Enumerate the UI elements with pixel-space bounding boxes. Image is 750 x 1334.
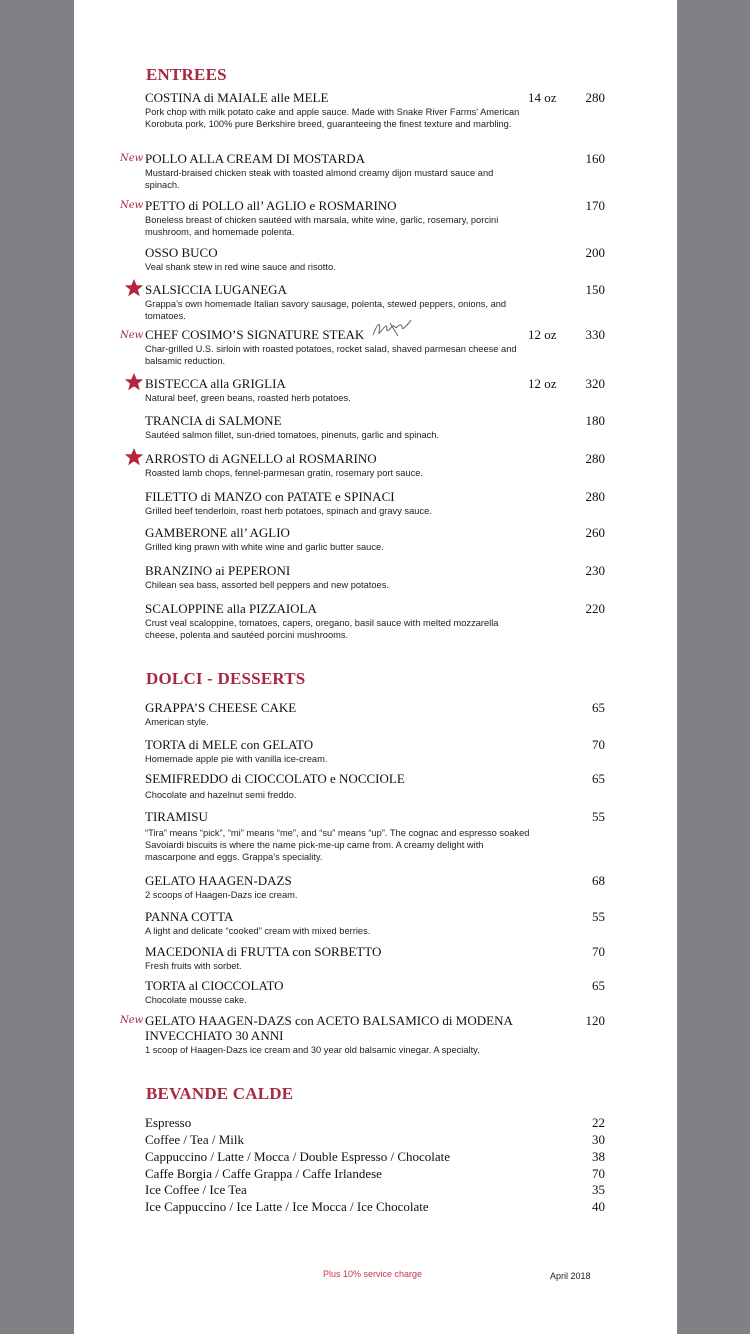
section-title-entrees: ENTREES <box>146 65 227 84</box>
item-description: Chocolate mousse cake. <box>145 995 247 1005</box>
menu-item <box>145 873 605 901</box>
item-name: OSSO BUCO <box>145 245 218 260</box>
menu-item <box>145 771 605 801</box>
drink-name: Espresso <box>145 1115 192 1130</box>
item-price: 330 <box>585 327 605 342</box>
menu-item <box>145 489 605 517</box>
drink-price: 40 <box>592 1199 605 1214</box>
drink-name: Caffe Borgia / Caffe Grappa / Caffe Irlandese <box>145 1166 382 1181</box>
item-price: 230 <box>585 563 605 578</box>
item-name: CHEF COSIMO’S SIGNATURE STEAK <box>145 327 365 342</box>
menu-item <box>145 909 605 937</box>
item-price: 120 <box>585 1013 605 1028</box>
menu-item <box>145 737 605 765</box>
item-name: PANNA COTTA <box>145 909 234 924</box>
item-description: Chilean sea bass, assorted bell peppers and new potatoes. <box>145 580 389 590</box>
menu-item <box>145 944 605 972</box>
drink-name: Ice Cappuccino / Ice Latte / Ice Mocca / Ice Chocolate <box>145 1199 429 1214</box>
item-price: 220 <box>585 601 605 616</box>
item-price: 55 <box>592 809 605 824</box>
item-name: BRANZINO ai PEPERONI <box>145 563 291 578</box>
new-badge: New <box>120 1015 144 1026</box>
item-description: Pork chop with milk potato cake and apple sauce. Made with Snake River Farms' American Korobuta pork, 100% pure Berkshire breed, guaranteeing the finest texture and marbling. <box>145 107 520 129</box>
item-price: 65 <box>592 978 605 993</box>
menu-item <box>145 1013 605 1056</box>
menu-item <box>145 413 605 441</box>
item-name: FILETTO di MANZO con PATATE e SPINACI <box>145 489 395 504</box>
item-price: 150 <box>585 282 605 297</box>
menu-page <box>74 0 677 1334</box>
item-name: SEMIFREDDO di CIOCCOLATO e NOCCIOLE <box>145 771 405 786</box>
item-price: 280 <box>585 451 605 466</box>
item-price: 55 <box>592 909 605 924</box>
drink-name: Ice Coffee / Ice Tea <box>145 1182 247 1197</box>
item-price: 280 <box>585 489 605 504</box>
section-title-hot-drinks: BEVANDE CALDE <box>146 1084 294 1103</box>
item-name: BISTECCA alla GRIGLIA <box>145 376 286 391</box>
item-description: Grappa’s own homemade Italian savory sausage, polenta, stewed peppers, onions, and tomatoes. <box>145 299 507 321</box>
star-icon <box>124 372 144 392</box>
item-description: Sautéed salmon fillet, sun-dried tomatoes, pinenuts, garlic and spinach. <box>145 430 440 440</box>
item-price: 200 <box>585 245 605 260</box>
item-description: 1 scoop of Haagen-Dazs ice cream and 30 year old balsamic vinegar. A specialty. <box>145 1045 480 1055</box>
item-name: PETTO di POLLO all’ AGLIO e ROSMARINO <box>145 198 397 213</box>
item-name: TORTA al CIOCCOLATO <box>145 978 284 993</box>
menu-item <box>145 563 605 591</box>
new-badge: New <box>120 330 144 341</box>
menu-date: April 2018 <box>550 1271 591 1281</box>
item-description: A light and delicate “cooked” cream with mixed berries. <box>145 926 371 936</box>
new-badge: New <box>120 153 144 164</box>
item-price: 70 <box>592 737 605 752</box>
item-name: GRAPPA’S CHEESE CAKE <box>145 700 297 715</box>
item-name: GELATO HAAGEN-DAZS <box>145 873 292 888</box>
star-icon <box>124 278 144 298</box>
menu-item <box>145 700 605 728</box>
menu-item <box>145 245 605 273</box>
menu-item <box>145 978 605 1006</box>
item-description: Boneless breast of chicken sautéed with marsala, white wine, garlic, rosemary, porcini mushroom, and homemade polenta. <box>145 215 499 237</box>
item-name: GAMBERONE all’ AGLIO <box>145 525 290 540</box>
item-name: POLLO ALLA CREAM DI MOSTARDA <box>145 151 365 166</box>
drink-name: Coffee / Tea / Milk <box>145 1132 244 1147</box>
item-description: Char-grilled U.S. sirloin with roasted potatoes, rocket salad, shaved parmesan cheese and balsamic reduction. <box>145 344 517 366</box>
item-name: TRANCIA di SALMONE <box>145 413 282 428</box>
item-description: 2 scoops of Haagen-Dazs ice cream. <box>145 890 298 900</box>
menu-item <box>145 525 605 553</box>
item-size: 12 oz <box>528 327 557 342</box>
item-name: TIRAMISU <box>145 809 208 824</box>
item-name: SCALOPPINE alla PIZZAIOLA <box>145 601 317 616</box>
service-charge-note: Plus 10% service charge <box>323 1269 423 1279</box>
item-name: SALSICCIA LUGANEGA <box>145 282 287 297</box>
item-name: TORTA di MELE con GELATO <box>145 737 314 752</box>
item-price: 160 <box>585 151 605 166</box>
item-price: 180 <box>585 413 605 428</box>
item-description: Mustard-braised chicken steak with toasted almond creamy dijon mustard sauce and spinach. <box>145 168 494 190</box>
item-description: Veal shank stew in red wine sauce and risotto. <box>145 262 336 272</box>
drink-price: 22 <box>592 1115 605 1130</box>
drink-name: Cappuccino / Latte / Mocca / Double Espresso / Chocolate <box>145 1149 451 1164</box>
item-price: 260 <box>585 525 605 540</box>
item-description: “Tira” means “pick”, “mi” means “me”, and “su” means “up”. The cognac and espresso soaked Savoiardi biscuits is where the name pick-me-up came from. A creamy delight with mascarpone and eggs. Grappa’s speciality. <box>145 828 530 862</box>
signature-icon <box>370 318 414 340</box>
menu-item <box>145 809 605 863</box>
item-name: GELATO HAAGEN-DAZS con ACETO BALSAMICO di MODENA INVECCHIATO 30 ANNI <box>145 1013 513 1043</box>
item-price: 65 <box>592 700 605 715</box>
item-description: Homemade apple pie with vanilla ice-cream. <box>145 754 328 764</box>
item-size: 12 oz <box>528 376 557 391</box>
drink-price: 35 <box>592 1182 605 1197</box>
item-name: MACEDONIA di FRUTTA con SORBETTO <box>145 944 382 959</box>
item-description: Chocolate and hazelnut semi freddo. <box>145 790 297 800</box>
item-name: ARROSTO di AGNELLO al ROSMARINO <box>145 451 377 466</box>
item-size: 14 oz <box>528 90 557 105</box>
item-description: Natural beef, green beans, roasted herb potatoes. <box>145 393 351 403</box>
item-description: Roasted lamb chops, fennel-parmesan gratin, rosemary port sauce. <box>145 468 424 478</box>
drink-price: 38 <box>592 1149 605 1164</box>
menu-item <box>145 601 605 641</box>
star-icon <box>124 447 144 467</box>
menu-item <box>145 451 605 479</box>
item-price: 70 <box>592 944 605 959</box>
menu-item <box>145 198 605 238</box>
item-price: 320 <box>585 376 605 391</box>
item-description: Fresh fruits with sorbet. <box>145 961 242 971</box>
item-description: Grilled beef tenderloin, roast herb potatoes, spinach and gravy sauce. <box>145 506 432 516</box>
drink-price: 70 <box>592 1166 605 1181</box>
drink-price: 30 <box>592 1132 605 1147</box>
item-price: 280 <box>585 90 605 105</box>
item-name: COSTINA di MAIALE alle MELE <box>145 90 329 105</box>
item-description: Crust veal scaloppine, tomatoes, capers, oregano, basil sauce with melted mozzarella cheese, polenta and sautéed porcini mushrooms. <box>145 618 499 640</box>
item-description: American style. <box>145 717 209 727</box>
item-description: Grilled king prawn with white wine and garlic butter sauce. <box>145 542 384 552</box>
menu-item <box>145 151 605 191</box>
item-price: 65 <box>592 771 605 786</box>
item-price: 170 <box>585 198 605 213</box>
new-badge: New <box>120 200 144 211</box>
menu-item <box>145 282 605 322</box>
item-price: 68 <box>592 873 605 888</box>
section-title-desserts: DOLCI - DESSERTS <box>146 669 306 688</box>
